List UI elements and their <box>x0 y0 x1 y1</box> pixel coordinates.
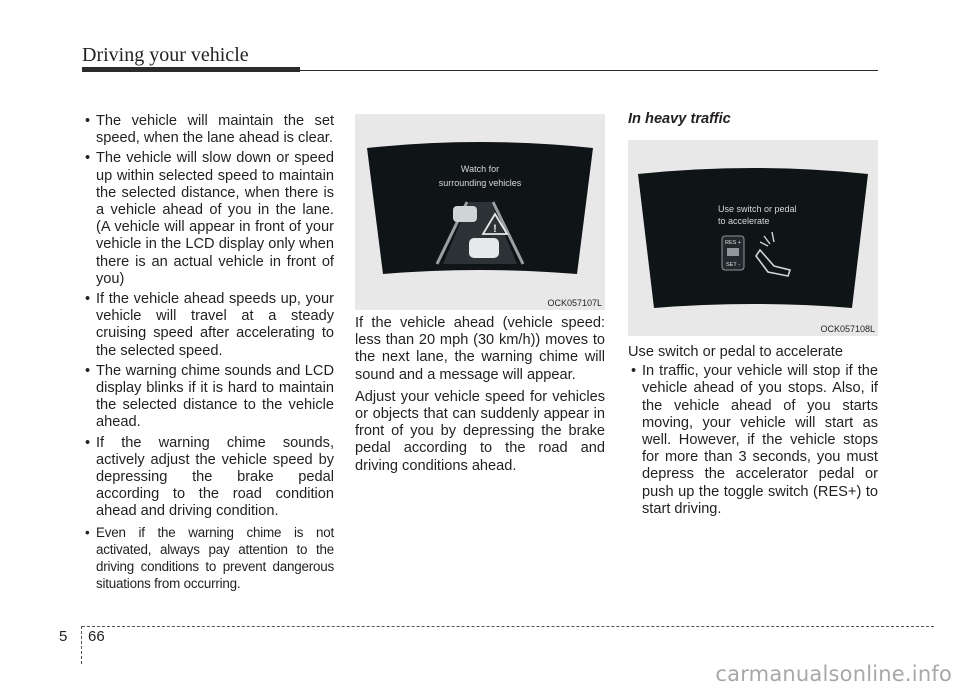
page-header-title: Driving your vehicle <box>82 44 249 66</box>
display-message-line2: to accelerate <box>718 216 770 226</box>
bullet-list <box>82 113 334 592</box>
list-item: • If the warning chime sounds, actively adjust the vehicle speed by depressing the brake pedal according to the road condition ahead and driving condition. <box>82 435 334 521</box>
set-label: SET - <box>726 262 740 268</box>
list-item: • If the vehicle ahead speeds up, your vehicle will travel at a steady cruising speed after accelerating to the selected speed. <box>82 291 334 360</box>
display-message-line2: surrounding vehicles <box>438 178 522 188</box>
chapter-number: 5 <box>59 628 68 645</box>
switch-rocker <box>727 248 739 256</box>
cluster-display-image <box>628 140 878 336</box>
own-vehicle-icon <box>469 238 499 258</box>
footer-rule <box>82 626 934 627</box>
figure-cluster-accelerate <box>628 140 878 336</box>
bullet-list <box>628 363 878 518</box>
list-item: • The vehicle will slow down or speed up within selected speed to maintain the selected distance, when there is a vehicle ahead of you in the lane. (A vehicle will appear in front of your vehicle in the LCD display only when there is an actual vehicle in front of you) <box>82 150 334 288</box>
vehicle-ahead-icon <box>453 206 477 222</box>
column-1 <box>82 113 334 595</box>
res-label: RES + <box>724 240 742 246</box>
display-message-line1: Use switch or pedal <box>718 204 797 214</box>
list-item: • The vehicle will maintain the set speed, when the lane ahead is clear. <box>82 113 334 147</box>
watermark: carmanualsonline.info <box>715 662 952 686</box>
cluster-display-image <box>355 114 605 310</box>
cluster-screen <box>638 168 868 308</box>
list-item: • In traffic, your vehicle will stop if the vehicle ahead of you stops. Also, if the vehicle ahead of you starts moving, your vehicle will start as well. However, if the vehicle stops for more than 3 seconds, you must depress the accelerator pedal or push up the toggle switch (RES+) to start driving. <box>628 363 878 518</box>
header-rule <box>300 70 878 71</box>
page-number: 66 <box>88 628 105 645</box>
paragraph: If the vehicle ahead (vehicle speed: less than 20 mph (30 km/h)) moves to the next lane, the warning chime will sound and a message will appear. <box>355 315 605 383</box>
figure-caption: OCK057108L <box>820 324 875 334</box>
figure-cluster-warning <box>355 114 605 310</box>
footer-divider <box>81 626 82 664</box>
intro-text: Use switch or pedal to accelerate <box>628 344 843 360</box>
figure-caption: OCK057107L <box>547 298 602 308</box>
display-message-line1: Watch for <box>460 164 500 174</box>
paragraph: Adjust your vehicle speed for vehicles or objects that can suddenly appear in front of you by depressing the brake pedal according to the road and driving conditions ahead. <box>355 388 605 474</box>
list-item: • Even if the warning chime is not activated, always pay attention to the driving conditions to prevent dangerous situations from occurring. <box>82 524 334 593</box>
column-3 <box>628 344 878 521</box>
list-item: • The warning chime sounds and LCD display blinks if it is hard to maintain the selected distance to the vehicle ahead. <box>82 363 334 432</box>
warning-exclamation: ! <box>493 223 497 235</box>
section-heading: In heavy traffic <box>628 111 731 127</box>
header-bar <box>82 67 300 72</box>
column-2 <box>355 315 605 480</box>
